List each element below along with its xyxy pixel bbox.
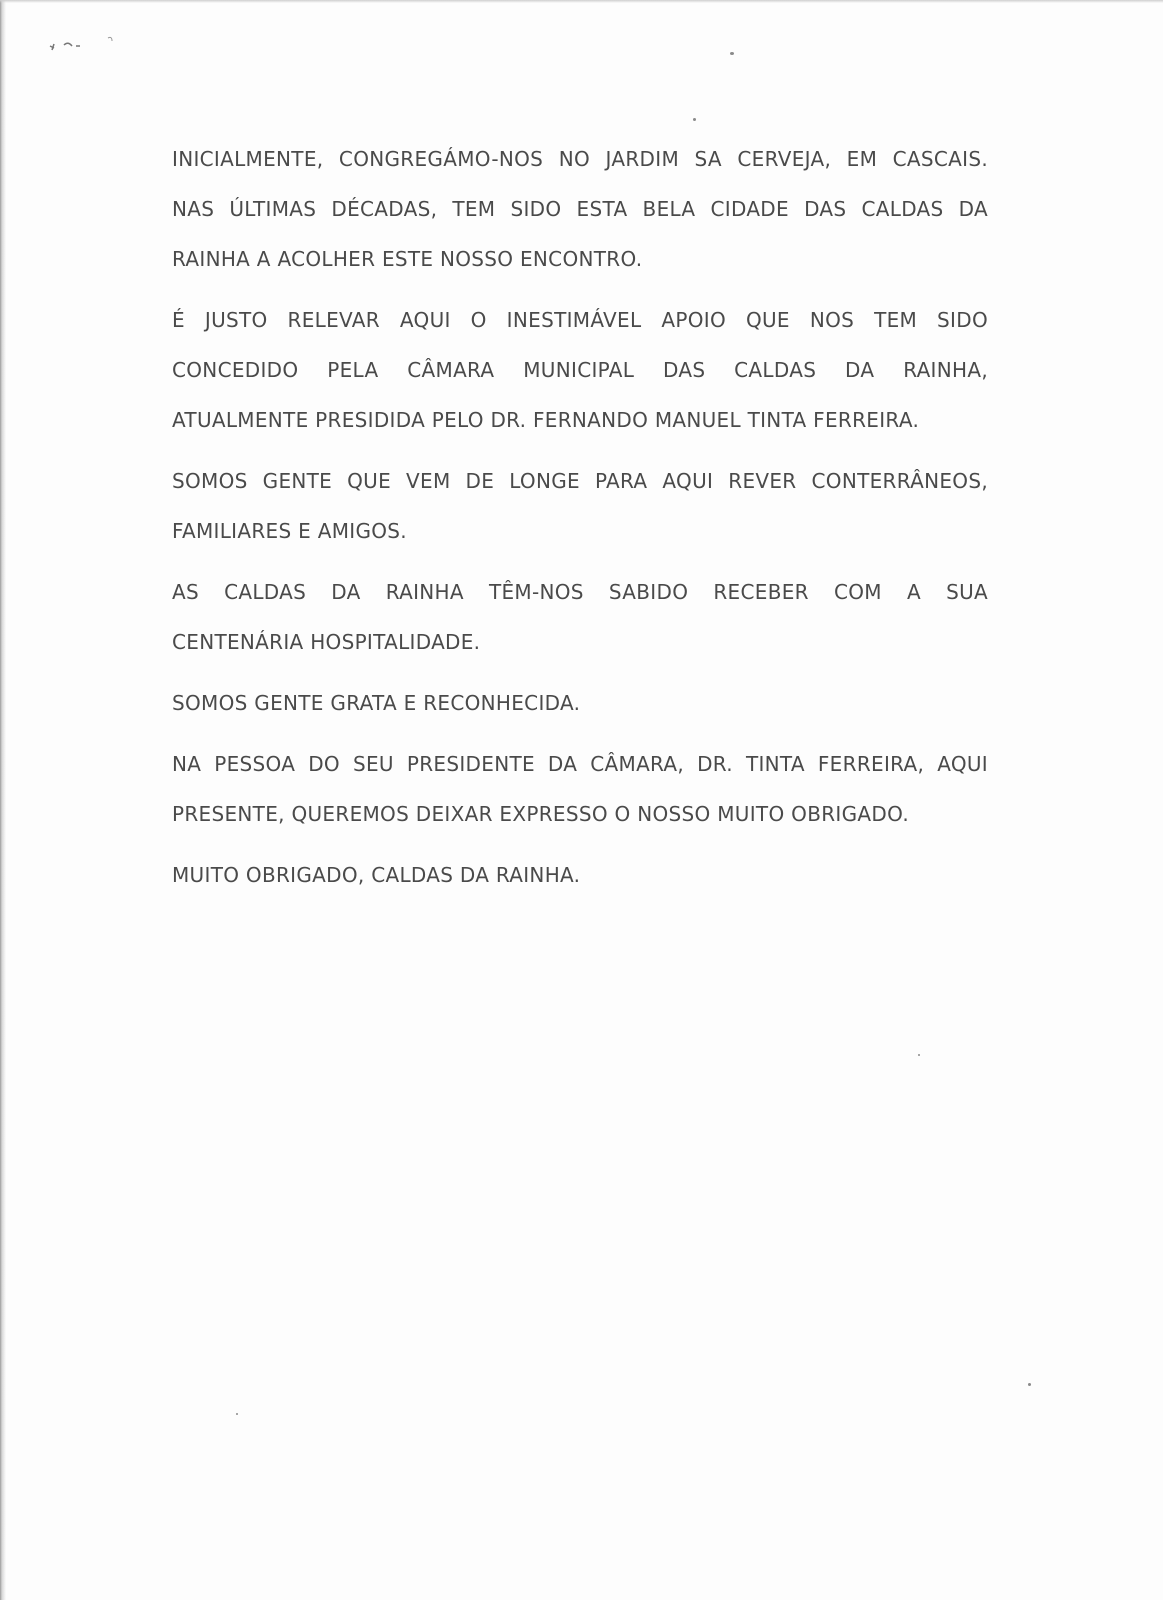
paragraph-people	[172, 456, 988, 556]
text-line: RAINHA A ACOLHER ESTE NOSSO ENCONTRO.	[172, 247, 643, 271]
text-line: AS CALDAS DA RAINHA TÊM-NOS SABIDO RECEBER COM A SUA	[172, 580, 988, 604]
text-line: MUITO OBRIGADO, CALDAS DA RAINHA.	[172, 863, 581, 887]
text-line: NAS ÚLTIMAS DÉCADAS, TEM SIDO ESTA BELA CIDADE DAS CALDAS DA	[172, 197, 988, 221]
scan-speck	[693, 118, 696, 121]
paragraph-hospitality	[172, 567, 988, 667]
paragraph-closing	[172, 850, 988, 900]
text-line: É JUSTO RELEVAR AQUI O INESTIMÁVEL APOIO QUE NOS TEM SIDO	[172, 308, 988, 332]
paragraph-origins	[172, 134, 988, 284]
text-line: CENTENÁRIA HOSPITALIDADE.	[172, 630, 481, 654]
text-line: CONCEDIDO PELA CÂMARA MUNICIPAL DAS CALDAS DA RAINHA,	[172, 358, 988, 382]
scan-speck	[730, 52, 734, 55]
paragraph-support	[172, 295, 988, 445]
document-body	[172, 134, 988, 911]
scan-corner-marks	[46, 32, 126, 56]
scan-speck	[918, 1054, 920, 1056]
scan-speck	[1028, 1383, 1031, 1386]
scan-speck	[236, 1413, 238, 1415]
text-line: INICIALMENTE, CONGREGÁMO-NOS NO JARDIM SA CERVEJA, EM CASCAIS.	[172, 147, 988, 171]
text-line: FAMILIARES E AMIGOS.	[172, 519, 407, 543]
text-line: SOMOS GENTE QUE VEM DE LONGE PARA AQUI REVER CONTERRÂNEOS,	[172, 469, 988, 493]
text-line: ATUALMENTE PRESIDIDA PELO DR. FERNANDO MANUEL TINTA FERREIRA.	[172, 408, 920, 432]
text-line: SOMOS GENTE GRATA E RECONHECIDA.	[172, 691, 581, 715]
page-left-edge	[0, 0, 6, 1600]
text-line: NA PESSOA DO SEU PRESIDENTE DA CÂMARA, DR. TINTA FERREIRA, AQUI	[172, 752, 988, 776]
text-line: PRESENTE, QUEREMOS DEIXAR EXPRESSO O NOSSO MUITO OBRIGADO.	[172, 802, 909, 826]
paragraph-thanks-president	[172, 739, 988, 839]
page-top-edge	[0, 0, 1163, 3]
paragraph-gratitude	[172, 678, 988, 728]
